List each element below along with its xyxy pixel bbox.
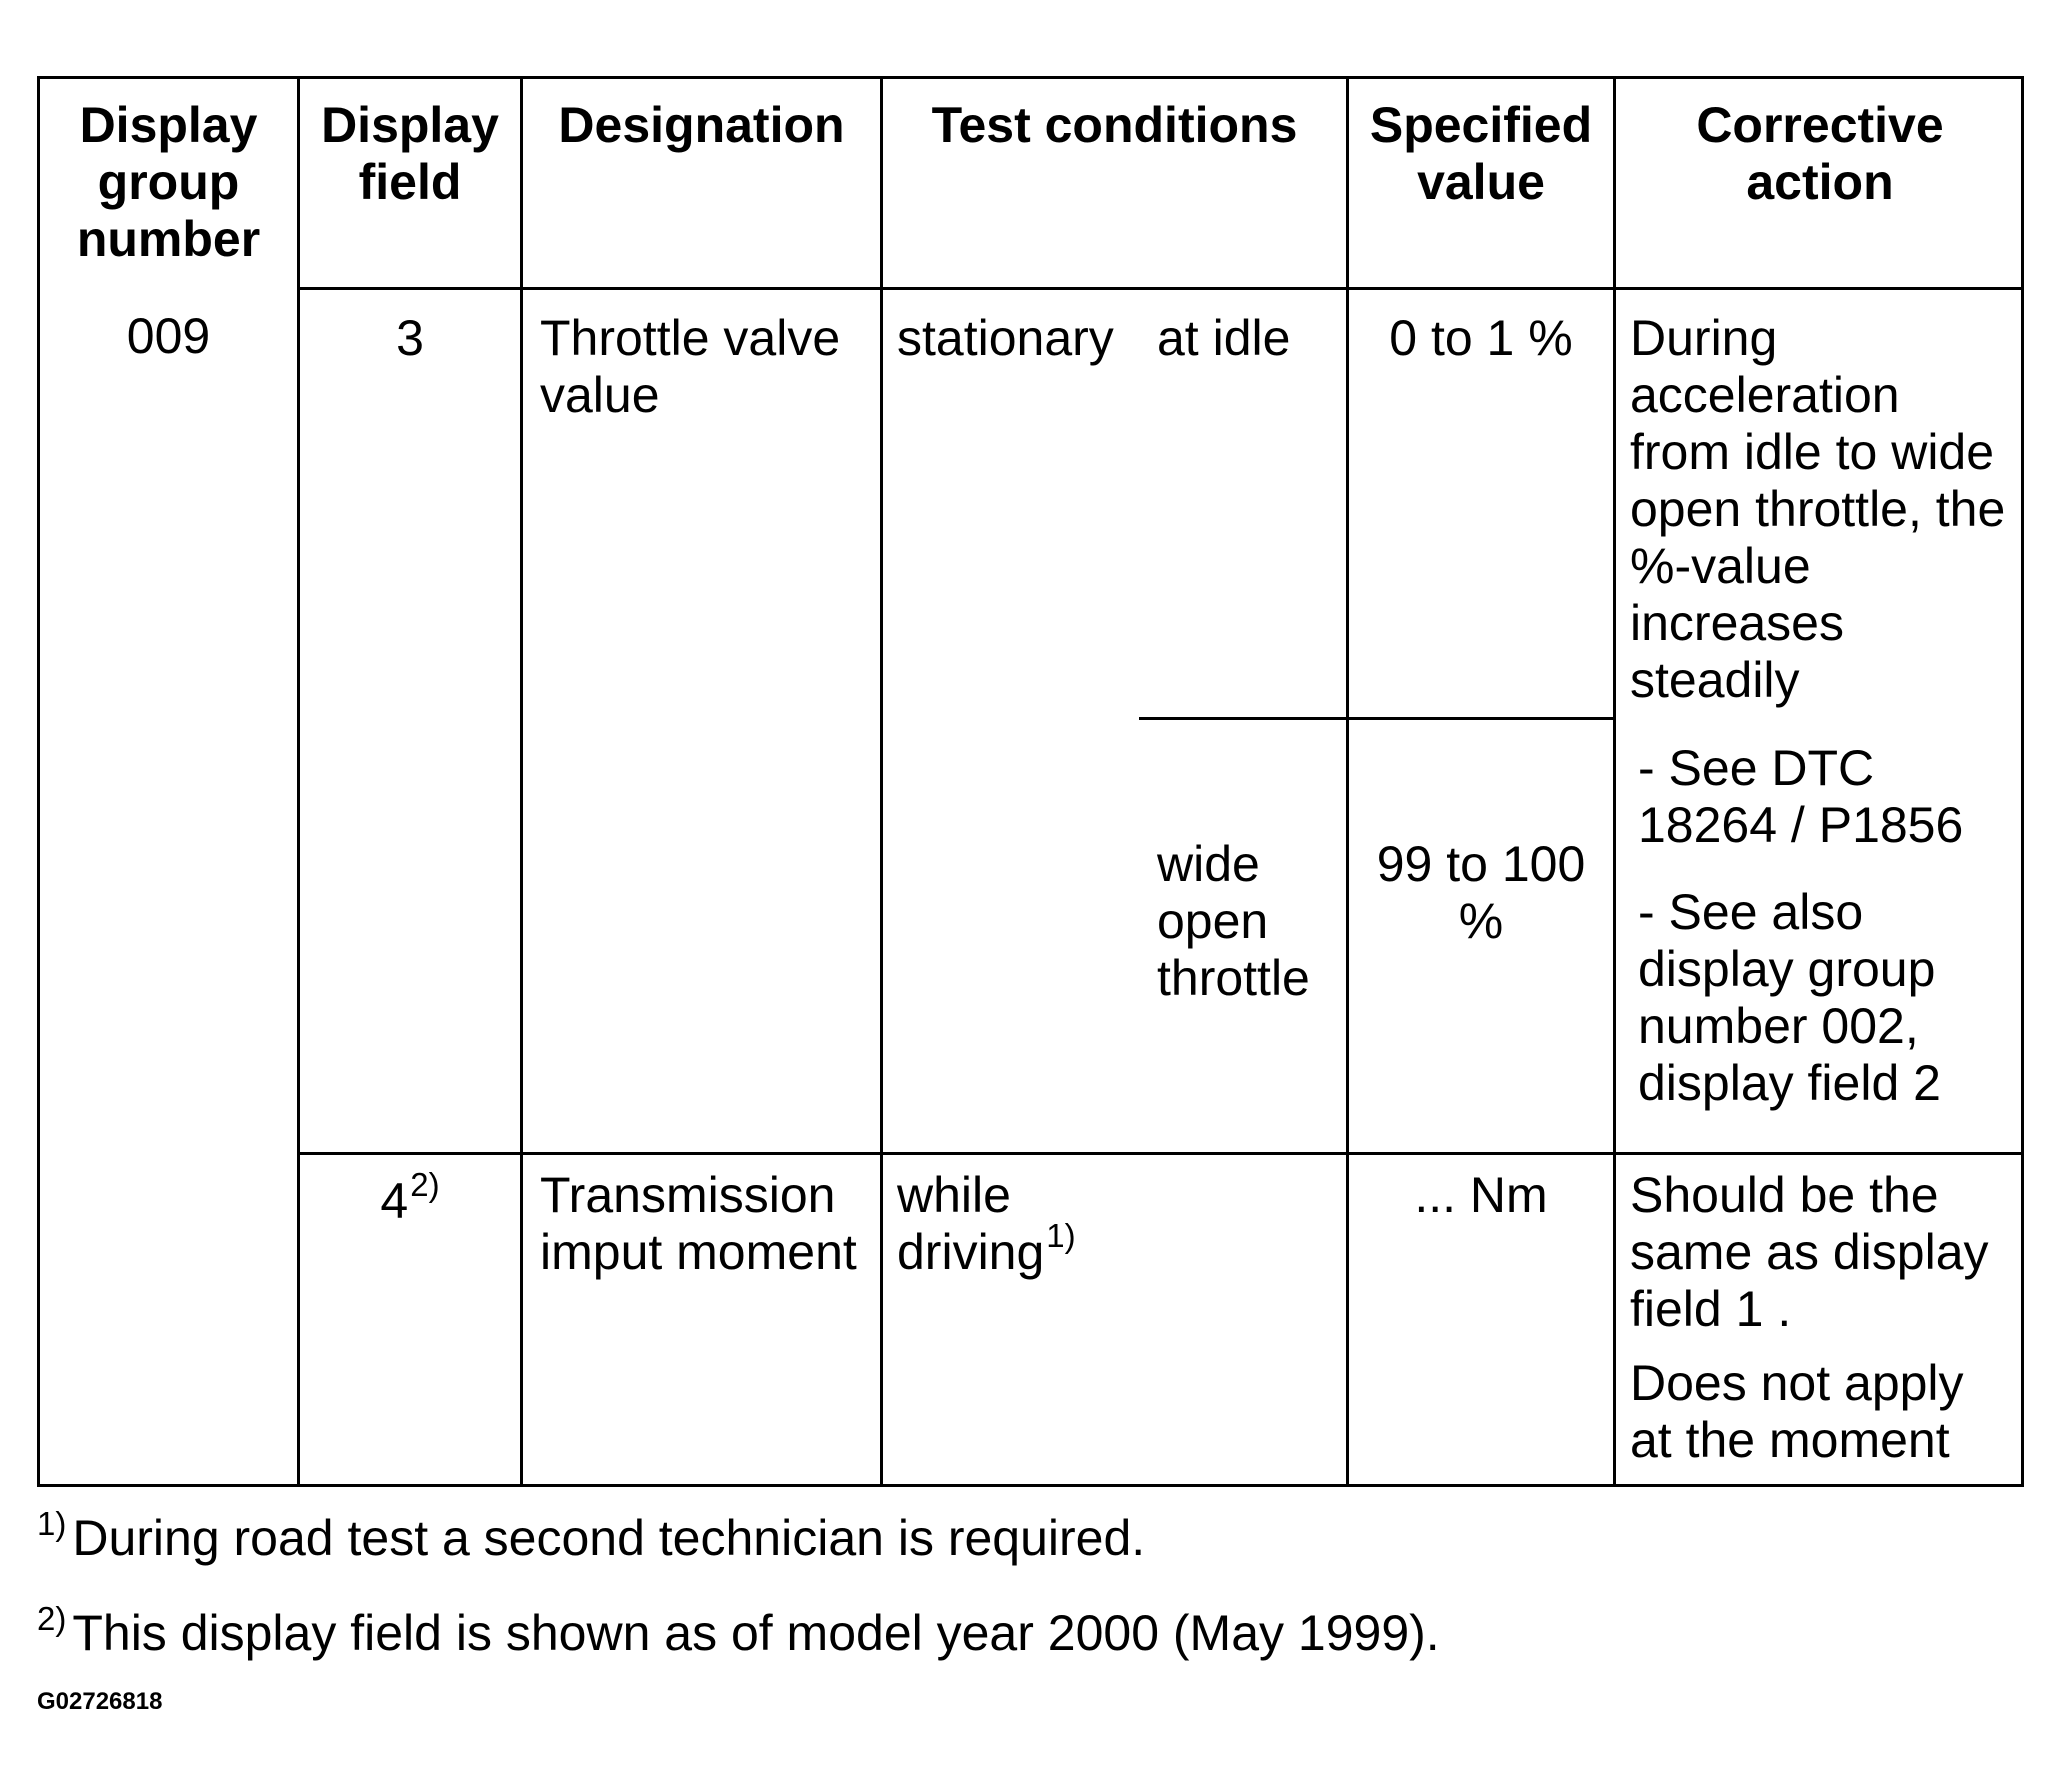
header-corrective-action: Corrective action bbox=[1696, 97, 1944, 210]
row2-value: ... Nm bbox=[1414, 1167, 1548, 1223]
row2-field-footnote-mark: 2) bbox=[410, 1166, 440, 1203]
figure-code: G02726818 bbox=[37, 1688, 163, 1715]
header-group-number: Display group number bbox=[76, 97, 261, 267]
header-display-field: Display field bbox=[321, 97, 499, 210]
row2-designation: Transmission imput moment bbox=[540, 1167, 857, 1280]
row1-display-field: 3 bbox=[396, 310, 424, 366]
subrow-divider bbox=[1139, 717, 1616, 720]
row1-sub1-action: During acceleration from idle to wide open throttle, the %-value increases steadily bbox=[1630, 310, 2006, 708]
header-designation: Designation bbox=[558, 97, 845, 153]
row-divider bbox=[297, 1152, 2024, 1155]
group-number-value: 009 bbox=[126, 308, 211, 364]
row1-condition: stationary bbox=[897, 310, 1114, 366]
header-specified-value: Specified value bbox=[1369, 97, 1593, 210]
row1-sub2-action-see-also: - See also display group number 002, display field 2 bbox=[1638, 884, 1941, 1111]
row1-sub2-value: 99 to 100 % bbox=[1376, 836, 1586, 949]
row2-display-field: 4$^{2)}$ bbox=[380, 1166, 440, 1229]
footnote-1: $^{1)}$ During road test a second technician is required. bbox=[37, 1505, 1146, 1566]
row1-sub1-condition: at idle bbox=[1157, 310, 1291, 366]
row1-designation: Throttle valve value bbox=[540, 310, 841, 423]
row1-sub2-condition: wide open throttle bbox=[1157, 836, 1310, 1006]
row2-action-not-apply: Does not apply at the moment bbox=[1630, 1355, 1964, 1468]
header-divider bbox=[297, 287, 2024, 290]
row2-action-same-as: Should be the same as display field 1 . bbox=[1630, 1167, 1989, 1337]
row1-sub1-value: 0 to 1 % bbox=[1389, 310, 1573, 366]
row2-condition: while driving$^{1)}$ bbox=[897, 1167, 1076, 1280]
row1-sub2-action-dtc: - See DTC 18264 / P1856 bbox=[1638, 740, 1964, 853]
row2-condition-footnote-mark: 1) bbox=[1046, 1217, 1076, 1254]
footnote-2: $^{2)}$ This display field is shown as of model year 2000 (May 1999). bbox=[37, 1600, 1440, 1661]
header-test-conditions: Test conditions bbox=[931, 97, 1298, 153]
